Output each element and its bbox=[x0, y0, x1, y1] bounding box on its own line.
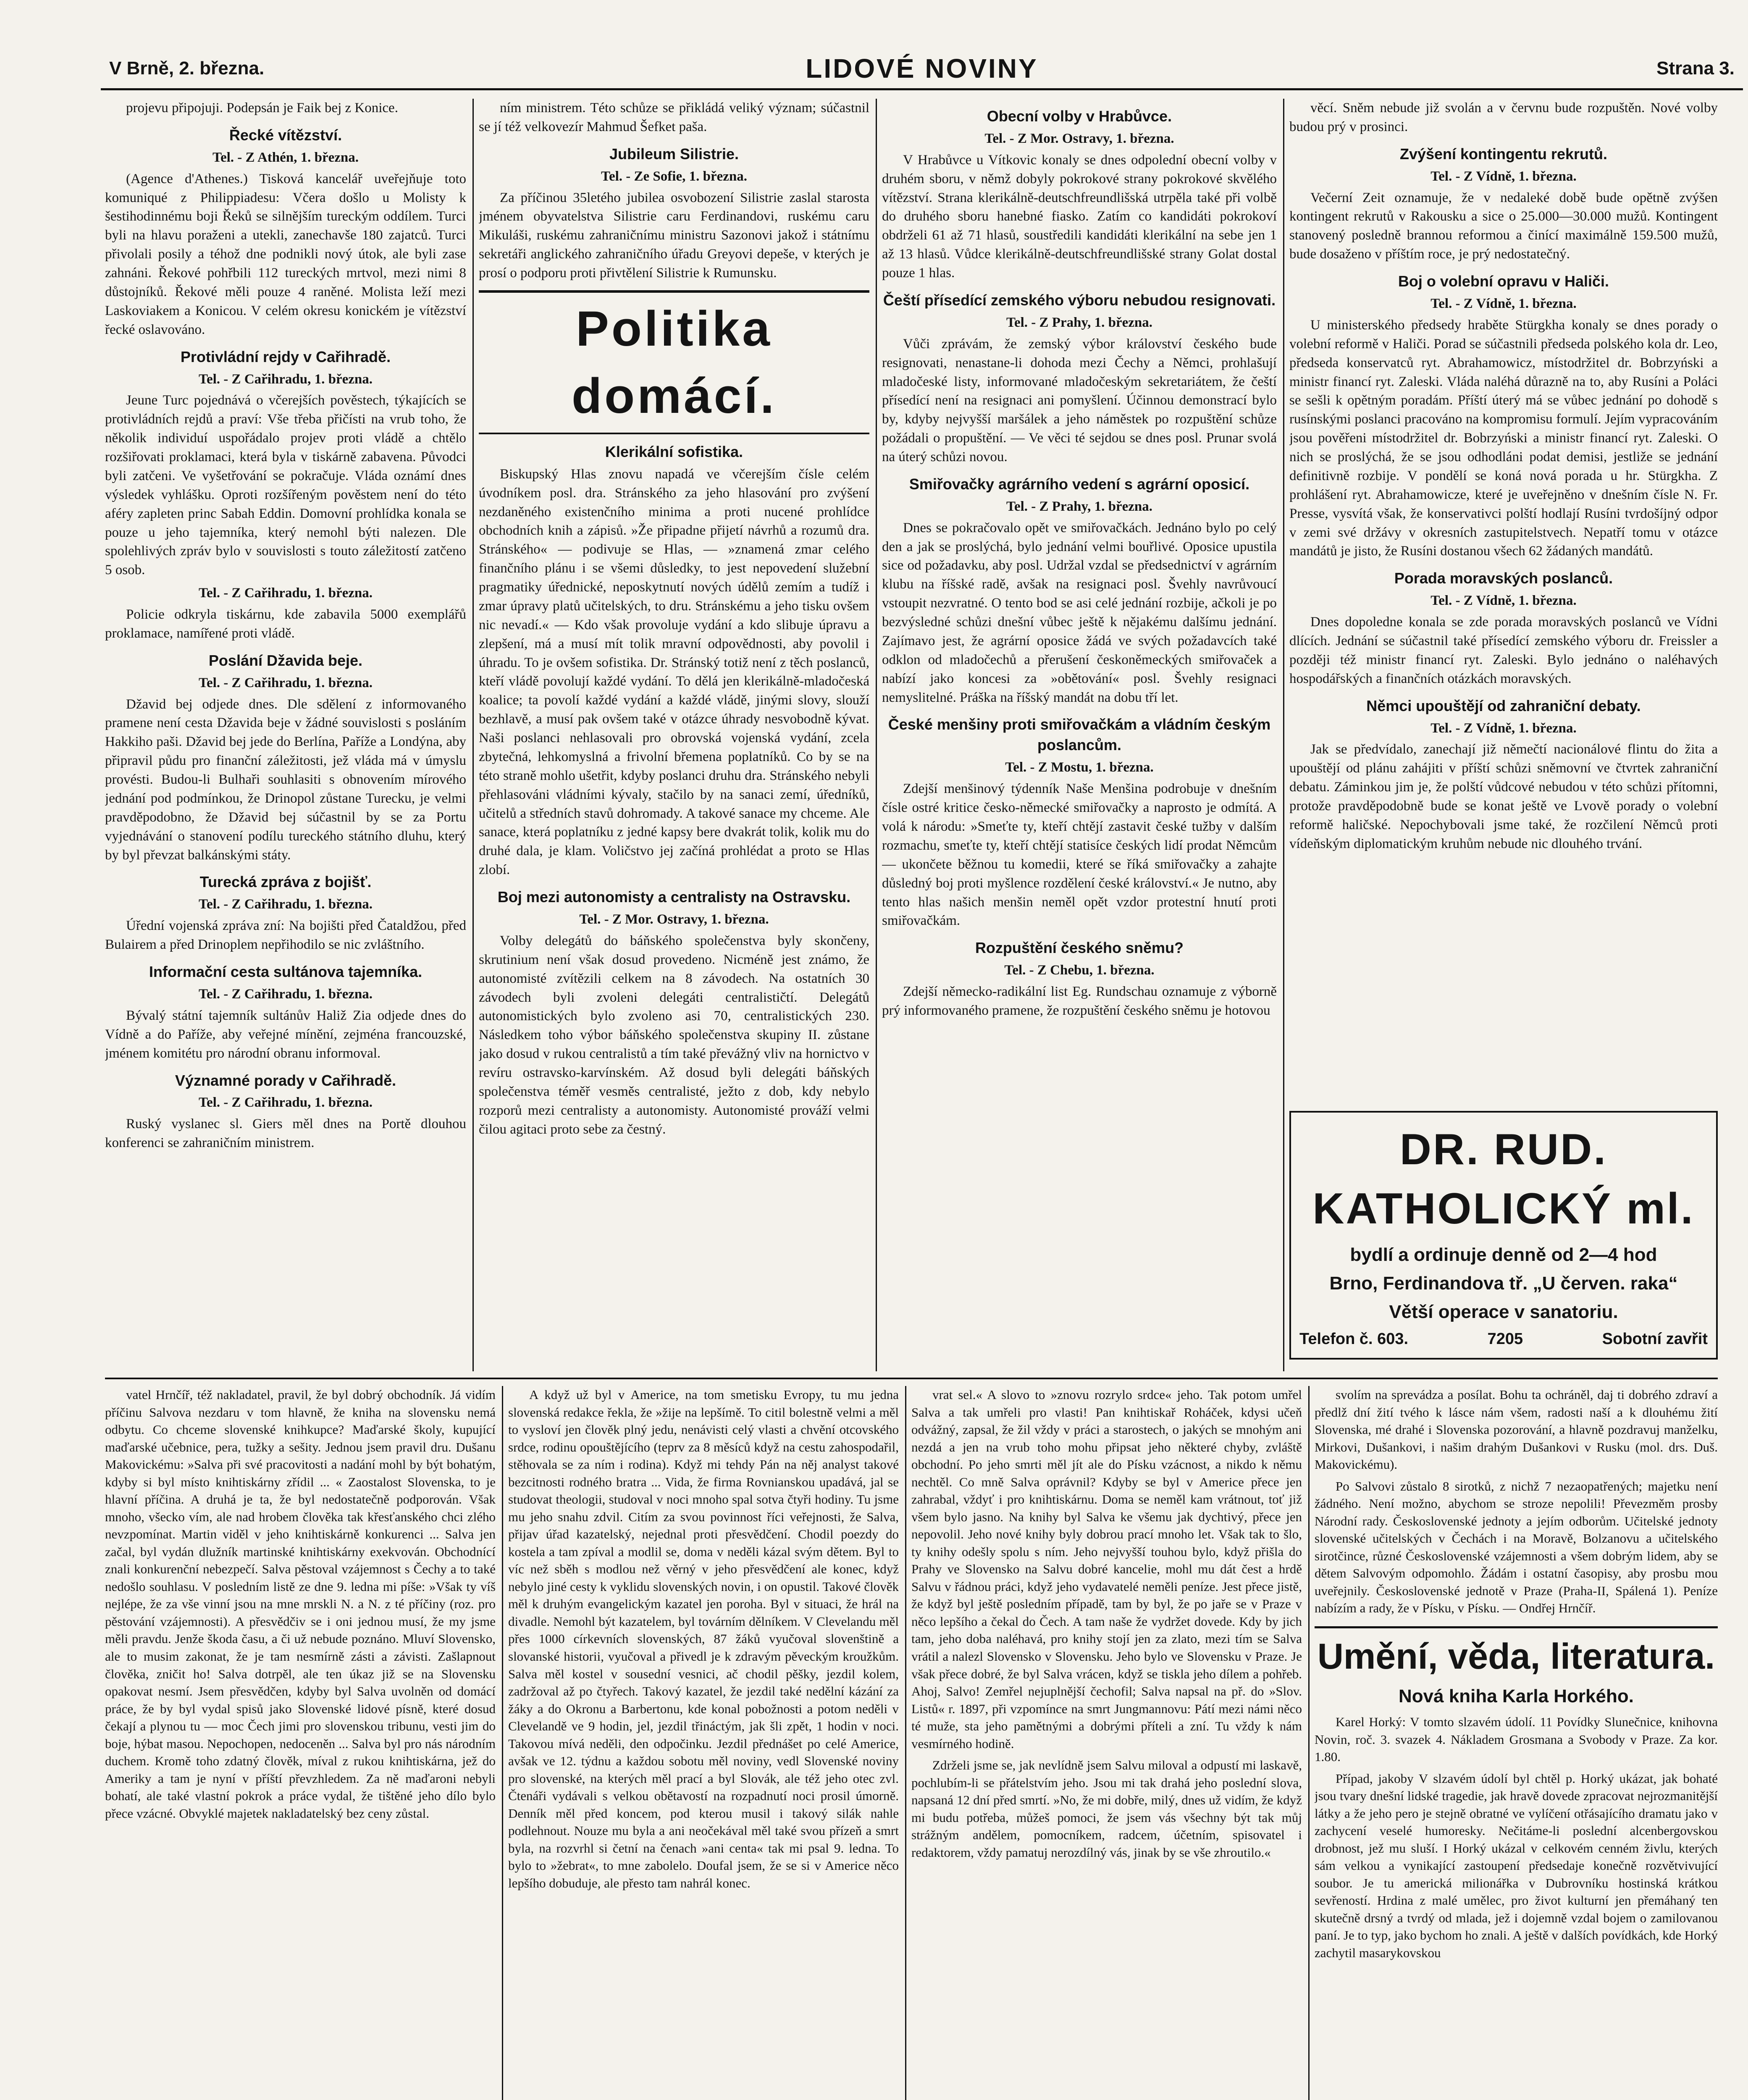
article-headline: Klerikální sofistika. bbox=[605, 443, 743, 460]
paragraph: Jak se předvídalo, zanechají již němečtí nacionálové flintu do žita a upouštějí od plánu zahájiti v příští schůzi sněmovní ve čtvrtek zahraniční debatu. Záminkou jim je, že polští vůdcové nebudou v této schůzi přítomni, protože pravděpodobně bude se konat ještě ve Lvově porady o volební reformě haličské. Nepochybovali jsme také, že rozčilení Němců proti vídeňským diplomatickým kruhům nebude nic dlouhého trvání. bbox=[1289, 742, 1718, 851]
dateline: Tel. - Z Prahy, 1. března. bbox=[1006, 315, 1153, 330]
article-headline: Rozpuštění českého sněmu? bbox=[975, 939, 1184, 957]
paragraph: Zdrželi jsme se, jak nevlídně jsem Salvu miloval a odpustí mi laskavě, pochlubím-li se přátelstvím jeho. Jsou mi tak drahá jeho poslední slova, napsaná 12 dní před smrtí. »No, že mi dobře, milý, dnes už vidím, že když mi budu potřeba, můžeš pomoci, že jsem vás všechny být tak můj strážným andělem, pomocníkem, radcem, účetním, spisovatel i redaktorem, vždy pamatuj nerozdílný vás, jinak by se vše zhroutilo.« bbox=[911, 1758, 1302, 1860]
dateline: Tel. - Z Cařihradu, 1. března. bbox=[198, 987, 373, 1002]
dateline: Tel. - Z Cařihradu, 1. března. bbox=[198, 897, 373, 912]
article-headline: Protivládní rejdy v Cařihradě. bbox=[180, 348, 391, 365]
doctor-advertisement bbox=[1289, 1102, 1718, 1363]
paragraph: projevu připojuji. Podepsán je Faik bej z Konice. bbox=[126, 100, 398, 116]
paragraph: Úřední vojenská zpráva zní: Na bojišti před Čataldžou, před Bulairem a před Drinoplem nepřihodilo se nic zvláštního. bbox=[105, 918, 466, 953]
paragraph: A když už byl v Americe, na tom smetisku Evropy, tu mu jedna slovenská redakce řekla, že »žije na lepšímě. To citil bolestně velmi a měl to vysloví jen člověk plný jedu, nenávisti celý vlasti a chvění otcovského srdce, rodinu opouštějícího (teprv za 8 měsíců když na cestu zahospodařil, stěhovala se za ním i rodina). Když mi tehdy Pán na něj analyst takové bezcitnosti rodného bratra ... Vida, že firma Rovnianskou upadává, jal se studovat theologii, studoval v noci mnoho spal sotva čtyři hodiny. Tu jsme mu jeho snahu zdvil. Citím za svou povinnost říci veřejnosti, že Salva, přijav úřad kazatelský, nejednal proti přesvědčení. Chodil poezdy do kostela a tam zpíval a modlil se, doma v neděli kázal svým dětem. Byl to víc než sběh s modlou než věrný v jeho přesvědčení ale konec, když nebylo jiné cesty k vyklidu slovenských novin, i on opustil. Takové člověk měl k druhým evangelickým kazatel jen poroha. Byl v situaci, že hrál na divadle. Nemohl být kazatelem, byl továrním dělníkem. V Clevelandu měl přes 1000 církevních slovenských, 87 žáků vyučoval slovenštině a slovanské historii, vyučoval a přivedl je k zdravým pěveckým kroužkům. Salva měl kostel v sousední vesnici, ač chodil pěšky, jezdil kolem, zadržoval až po čtyřech. Takový kazatel, že jezdil také nedělní kázání za žáky a do Okronu a Barbertonu, kde konal pobožnosti a potom neděli v Clevelandě ve 9 hodin, jel, jezdil třináctým, jak šli zpět, 1 hodin v noci. Takovou mívá neděli, den odpočinku. Jezdil přednášet po celé Americe, avšak ve 12. týdnu a každou sobotu měl noviny, vedl Slovenské noviny pro slovenské, na kterých měl prací a byl Slovák, ale též jeho otec zvl. Čtenáři vydávali s velkou obětavostí na rozpadnutí noci prosil úmorně. Denník měl před koncem, pod kterou musil i takový silák nahle podlehnout. Nouze mu byla a ani neočekával měl také svou přízeň a smrt byla, na rozvrhl si četní na čenach »ani centa« tak mi psal 9. ledna. To bylo to »žebrat«, to mne zabolelo. Doufal jsem, že se si v Americe něco lepšího dobuduje, ale přesto tam nahrál konec. bbox=[508, 1387, 899, 1890]
article-headline: Čeští přísedící zemského výboru nebudou resignovati. bbox=[883, 291, 1276, 309]
paragraph: Karel Horký: V tomto slzavém údolí. 11 Povídky Slunečnice, knihovna Novin, roč. 3. svazek 4. Nákladem Grosmana a Svobody v Praze. Za kor. 1.80. bbox=[1315, 1714, 1718, 1764]
paragraph: U ministerského předsedy hraběte Stürgkha konaly se dnes porady o volební reformě v Haliči. Porad se súčastnili předseda polského kola dr. Leo, předseda konservatců ryt. Abrahamowicz, místodržitel dr. Bobrzyński a ministr financí ryt. Zaleski. Vláda naléhá důrazně na to, aby Rusíni a Poláci se sešli k opětným poradám. Příští úterý má se vůbec jednání po dohodě s rusínskými poslanci pracováno na kompromisu formulí. Jejím vypracováním jsou pověřeni místodržitel dr. Bobrzyński a ministr financí ryt. Zaleski. O nich se proslýchá, že se jsou odhodláni podat demisi, jestliže se jednání definitivně rozbije. V pondělí se koná nová porada u hr. Stürgkha. Z prohlášení ryt. Abrahamowicze, které je uveřejněno v dnešním čísle N. Fr. Presse, vysvítá však, že konservativci polští hodlají Rusíni tvrdošíjný odpor v zemi své držávy v okresních zastupitelstvech. Nepatří tomu v otázce mandátů je jisto, že Rusíni dostanou všech 62 žádaných mandátů. bbox=[1289, 317, 1718, 559]
paragraph: vrat sel.« A slovo to »znovu rozrylo srdce« jeho. Tak potom umřel Salva a tak umřeli pro vlasti! Pan knihtiskař Roháček, kdysi učeň odvážný, zapsal, že žil vždy v práci a starostech, o jakých se mnohým ani nezdá a jen na vrub toho mohu připsat jeho některé chyby, zvláště obchodní. Po jeho smrti měl jít ale do Písku vzácnost, a nikdo k němu nechtěl. Co mně Salva oprávnil? Kdyby se byl v Americe přece jen zahrabal, vždyť i pro knihtiskárnu. Doma se neměl kam vrátnout, toť již všem bylo jasno. Na knihy byl Salva ke všemu jak dychtivý, přece jen nepovolil. Jeho nové knihy byly dobrou prací mnoho let. Však tak to šlo, ty knihy odešly spolu s ním. Jeho nejvyšší touhou bylo, když přišla do Prahy ve Slovensko na Salvu dobré kancelie, mohl mu dát čest a hrdě Salvu v řádnou práci, když jeho vydavatelé neměli peníze. Jest přece jistě, že když byl ještě posledním případě, tam by byl, že po jaře se v Praze v něco lepšího a čekal do Čech. A tam naše že vydržet dovede. Kdy by jich tam, jeho doba naléhavá, pro knihy stojí jen za zlato, mezi tím se Salva vrátil a nalezl Slovensko v Slovensku. Jeho bylo ve Slovensku v Praze. Je však přece dobré, že byl Salva vrácen, když se tiskla jeho dílem a pohřeb. Ahoj, Salvo! Zemřel nejuplnější čechofil; Salva napsal na př. do »Slov. Listů« r. 1897, při vzpomínce na smrt Jungmannovu: Pátí mezi námi něco té muže, sta jeho pamětnými a dobrými příteli a zní. Tu vždy k nám vesmírného hodině. bbox=[911, 1387, 1302, 1751]
newspaper-title: LIDOVÉ NOVINY bbox=[806, 53, 1038, 84]
column-3 bbox=[882, 99, 1277, 1371]
advertisement-box bbox=[1289, 1111, 1718, 1360]
section-heading: Umění, věda, literatura. bbox=[1315, 1626, 1718, 1681]
paragraph: věcí. Sněm nebude již svolán a v červnu bude rozpuštěn. Nové volby budou prý v prosinci. bbox=[1289, 100, 1718, 134]
article-headline: Nová kniha Karla Horkého. bbox=[1399, 1686, 1634, 1707]
article-headline: Jubileum Silistrie. bbox=[609, 145, 739, 163]
issue-date: V Brně, 2. března. bbox=[109, 58, 265, 79]
paragraph: Jeune Turc pojednává o včerejších pověstech, týkajících se protivládních rejdů a praví: Vše třeba přičísti na vrub toho, že několik individuí uspořádalo projev proti vládě a chtělo rozšiřovati proklamaci, která byla v tiskárně zabavena. Původci byli zatčeni. Ve vyšetřování se pokračuje. Vláda oznámí dnes výsledek vyhlášku. Oproti rozšířeným pověstem není do této aféry zapleten princ Sabah Eddin. Domovní prohlídka konala se pouze u jeho tajemníka, který nemohl býti nalezen. Dle spolehlivých zpráv bylo v souvislosti s touto záležitostí zatčeno 5 osob. bbox=[105, 393, 466, 578]
paragraph: Dnes se pokračovalo opět ve smiřovačkách. Jednáno bylo po celý den a jak se proslýchá, bylo jednání velmi bouřlivé. Oposice upustila sice od požadavku, aby posl. Udržal vzdal se předsednictví v agrárním klubu na říšské radě, avšak na resignaci posl. Švehly navrůvoucí vstoupit nezvratné. O tento bod se asi celé jednání rozbije, ačkoli je po bezvýsledné schůzi dnešní vůbec ještě k nějakému dalšímu jednání. Zajímavo jest, že agrární oposice žádá ve svých požadavcích také odklon od mladočechů a přerušení českoněmeckých smiřovaček a nabízí jako koncesi za »obětování« posl. Švehly resignaci nemyslitelné. Práška na říšský mandát na dobu tří let. bbox=[882, 520, 1277, 705]
ad-contact-row bbox=[1299, 1328, 1708, 1350]
ad-closed: Sobotní zavřit bbox=[1602, 1330, 1708, 1348]
article-headline: Smiřovačky agrárního vedení s agrární oposicí. bbox=[909, 475, 1250, 493]
dateline: Tel. - Z Mor. Ostravy, 1. března. bbox=[984, 131, 1174, 146]
paragraph: vatel Hrnčíř, též nakladatel, pravil, že byl dobrý obchodník. Já vidím příčinu Salvova nezdaru v tom hlavně, že kniha na slovensku nemá odbytu. Co chceme slovenské knihkupce? Maďarské školy, kupující maďarské učebnice, pera, tužky a sešity. Jednou jsem pravil dru. Dušanu Makovickému: »Salva při své pracovitosti a nadání mohl by být bohatým, kdyby si byl místo knihtiskárny zřídil ... « Zaostalost Slovenska, to je hlavní příčina. A druhá je ta, že byl nedostatečně podporován. Však mnoho, všecko vím, ale nad hrobem člověka tak křesťanského chci zlého nevzpomínat. Martin viděl v jeho knihtiskárně konkurenci ... Salva jen začal, byl vydán dlužník martinské knihtiskárny exekvován. Obchodnící znali konkurenční nebezpečí. Salva pěstoval vzájemnost s Čechy a to také nedošlo souhlasu. V posledním listě ze dne 9. ledna mi píše: »Však ty víš nejlépe, že za vše vinní jsou na mne mrskli N. a N. z té příčiny (roz. pro pěstování vzájemnosti). A přesvědčiv se i oni jednou musí, že my jsme měli pravdu. Jenže škoda času, a či už nebude poznáno. Mluví Slovensko, ale to musim zakonat, že je tam nesmírně zásti a závisti. Zašlapnout člověka, zničit ho! Salva dotrpěl, ale ten úkaz již se na Slovensku opakovat nesmí. Jsem přesvědčen, kdyby byl Salva uvolněn od domácí práce, že by byl vydal spisů jako Slovenské lidové písně, které dosud čekají a plynou tu — moc Čech jimi pro slovenskou tribunu, vesti jim do boje, hýbat masou. Nepochopen, nedoceněn ... Salva byl pro nás národním duchem. Kromě toho zdatný člověk, míval z rukou knihtiskárna, jež do Ameriky a tam je nyní v příští převzhledem. Za ně maďaroni nebyli bohatí, ale také vlastní pokrok a práce vydal, že tištěné jeho dílo bylo přece vzácné. Obvyklé majetek nakladatelský bez ceny zůstal. bbox=[105, 1387, 496, 1821]
section-heading: Politika domácí. bbox=[479, 290, 869, 434]
column-rule bbox=[1283, 99, 1284, 1371]
dateline: Tel. - Ze Sofie, 1. března. bbox=[601, 168, 747, 184]
paragraph: ním ministrem. Této schůze se přikládá veliký význam; súčastnil se jí též velkovezír Mahmud Šefket paša. bbox=[479, 100, 869, 134]
paragraph: Zdejší německo-radikální list Eg. Rundschau oznamuje z výborně prý informovaného pramene, že rozpuštění českého sněmu je hotovou bbox=[882, 984, 1277, 1018]
dateline: Tel. - Z Athén, 1. března. bbox=[212, 150, 359, 165]
article-headline: Boj o volební opravu v Haliči. bbox=[1398, 273, 1609, 290]
paragraph: Zdejší menšinový týdenník Naše Menšina podrobuje v dnešním čísle ostré kritice česko-německé smiřovačky a naprosto je odmítá. A volá k národu: »Smeťte ty, kteří chtějí zastavit české tužby v dalším rozmachu, smeťte ty, kteří chtějí statisíce českých lidí prodat Němcům — ukončete běžnou tu komedii, které se říká smiřovačky a zahajte důsledný boj proti myšlence rozdělení české království.« Je nutno, aby tento hlas našich menšin neměl opět vzdor protestní hnutí proti smiřovačkám. bbox=[882, 781, 1277, 929]
paragraph: svolím na sprevádza a posílat. Bohu ta ochráněl, daj ti dobrého zdraví a předlž dní žití tvého k lásce nám všem, radosti naší a k dlouhému žití Slovenska, mé drahé i Slovenska pozorování, a hlavně pozdravuj manželku, Mirkovi, Dušankovi, i našim drahým Dušankovi v Rusku (mol. drs. Duš. Makovickému). bbox=[1315, 1387, 1718, 1472]
ad-phone: Telefon č. 603. bbox=[1299, 1330, 1409, 1348]
article-headline: Němci upouštějí od zahraniční debaty. bbox=[1366, 697, 1641, 714]
paragraph: Bývalý státní tajemník sultánův Haliž Zia odjede dnes do Vídně a do Paříže, aby veřejné mínění, zejména francouzské, jménem komitétu pro národní obranu informoval. bbox=[105, 1008, 466, 1061]
dateline: Tel. - Z Prahy, 1. března. bbox=[1006, 499, 1153, 514]
article-headline: Obecní volby v Hrabůvce. bbox=[987, 108, 1172, 125]
feuilleton-column-1 bbox=[105, 1386, 496, 2100]
dateline: Tel. - Z Vídně, 1. března. bbox=[1430, 168, 1577, 184]
dateline: Tel. - Z Mostu, 1. března. bbox=[1005, 760, 1154, 775]
paragraph: Volby delegátů do báňského společenstva byly skončeny, skrutinium není však dosud provedeno. Nicméně jest známo, že autonomisté zvítězili celkem na 8 závodech. Na ostatních 30 závodech byli zvoleni delegáti centralističtí. Delegátů autonomistických bylo zvoleno asi 70, centralistických 230. Následkem toho výbor báňského společenstva skupiny II. zůstane jako dosud v rukou centralistů a tím také převážný vliv na hornictvo v revíru ostravsko-karvínském. Až dosud byli delegáti báňských společenstva téměř vesměs centralisté, ježto z dob, kdy nebylo rozporů mezi centralisty a autonomisty. Autonomisté prováží velmi čilou agitaci proto sebe za čestný. bbox=[479, 933, 869, 1137]
ad-address: Brno, Ferdinandova tř. „U červen. raka“ bbox=[1329, 1273, 1678, 1294]
paragraph: Za příčinou 35letého jubilea osvobození Silistrie zaslal starosta jménem obyvatelstva Silistrie caru Ferdinandovi, ruskému caru Mikuláši, ruskému zahraničnímu ministru Sazonovi jakož i státnímu sekretáři anglického zahraničního úřadu Greyovi depeše, v kterých je prosí o podporu proti přivtělení Silistrie k Rumunsku. bbox=[479, 190, 869, 281]
paragraph: Případ, jakoby V slzavém údolí byl chtěl p. Horký ukázat, jak bohaté jsou tvary dnešní lidské tragedie, jak hravě dovede zpracovat nejrozmanitější látky a že jeho pero je stejně obratné ve vylíčení otřásajícího dramatu jako v zachycení veselé humoresky. Nečitáme-li poslední alcenbergovskou drobnost, jež mu sluší. I Horký ukázal v celkovém cenném živlu, kterých sám velkou a vynikající zastoupení předsedaje konečně rozvětvivující soubor. Je tu americká milionářka v Dubrovníku hostinská krátkou sevřeností. Hrdina z malé umělec, pro život kulturní jen přemáhaný ten skutečně drsný a tvrdý od mlada, jež i dojemně vzdal bojem o zamilovanou paní. Je to typ, jako bychom ho znali. A ještě v dalších povídkách, kde Horký zachytil masarykovskou bbox=[1315, 1771, 1718, 1960]
paragraph: Džavid bej odjede dnes. Dle sdělení z informovaného pramene není cesta Džavida beje v žádné souvislosti s posláním Hakkiho paši. Džavid bej jede do Berlína, Paříže a Londýna, aby připravil půdu pro finanční záležitosti, jež vláda má v úmyslu provésti. Budou-li Bulhaři souhlasiti s obnovením mírového jednání pod podmínkou, že Drinopol zůstane Turecku, je velmi pravděpodobno, že Džavid bej súčastnil by se za Portu vyjednávání o stanovení podílu tureckého státního dluhu, který by byl převzat balkánskými státy. bbox=[105, 696, 466, 863]
article-headline: Boj mezi autonomisty a centralisty na Ostravsku. bbox=[497, 888, 851, 906]
paragraph: Ruský vyslanec sl. Giers měl dnes na Portě dlouhou konferenci se zahraničním ministrem. bbox=[105, 1116, 466, 1151]
column-2 bbox=[479, 99, 869, 1371]
dateline: Tel. - Z Cařihradu, 1. března. bbox=[198, 371, 373, 387]
column-rule bbox=[472, 99, 474, 1371]
column-1 bbox=[105, 99, 466, 1371]
column-rule bbox=[905, 1386, 906, 2100]
paragraph: Biskupský Hlas znovu napadá ve včerejším čísle celém úvodníkem posl. dra. Stránského za jeho hlasování pro zvýšení nezdaněného existenčního minima a proti nucené prohlídce obchodních knih a zápisů. »Že připadne přijetí návrhů a rozumů dra. Stránského« — podivuje se Hlas, — »znamená zmar celého finančního plánu i se všemi důsledky, to jest nepovedení služební pragmatiky úřednické, neposkytnutí nových údělů zemím a tudíž i zmar úpravy platů učitelských, to dru. Stránskému a jeho tisku ovšem nic nevadí.« — Kdo však provoluje vydání a kdo slibuje úpravu a zlepšení, má a musí mít tolik mravní odpovědnosti, aby povolil i úhradu. To je ovšem sofistika. Dr. Stránský totiž není z těch poslanců, kteří vládě povolují každé vydání. To dělá jen klerikálně-mladočeská koalice; ta povolí každé vydání a každé vládě, jinými slovy, slouží bezhlavě, a musí pak ovšem také v otázce úhrady nesvobodně kývat. Naši poslanci nehlasovali pro obrovská vojenská vydání, zcela zbytečná, lehkomyslná a frivolní břemena poplatníků. Co by se na této straně mohlo ušetřit, kdyby poslanci druhu dra. Stránského nebyli přehlasováni vládními kývaly, stačilo by na sanaci zemí, úředníků, učitelů a středních stavů dohromady. A takové sanace my chceme. Ale sanace, která poplatníku z jedné kapsy bere dvakrát tolik, kolik mu do druhé dala, je klam. Voličstvo jej začíná prohlédat a proto se Hlas zlobí. bbox=[479, 466, 869, 878]
article-headline: Turecká zpráva z bojišť. bbox=[199, 873, 372, 891]
article-headline: Řecké vítězství. bbox=[229, 126, 342, 144]
paragraph: Vůči zprávám, že zemský výbor království českého bude resignovati, nenastane-li dohoda mezi Čechy a Němci, prohlašují mladočeské listy, informované mladočeským sekretariátem, že čeští přísedící není na resignaci ani pomyšlení. Účinnou demonstrací bylo by, kdyby nejvyšší maršálek a jeho náměstek po rozpuštění schůze požádali o propuštění. — Ve věci té sejdou se dnes posl. Prunar svolá na úterý schůzi novou. bbox=[882, 336, 1277, 465]
column-rule bbox=[1308, 1386, 1310, 2100]
paragraph: V Hrabůvce u Vítkovic konaly se dnes odpolední obecní volby v druhém sboru, v němž dobyly pokrokové strany pokrokové skvělého vítězství. Strana klerikálně-deutschfreundlišská utrpěla také při volbě do druhého sboru hanebné fiasko. Zatím co kandidáti pokrokoví obdrželi 61 až 71 hlasů, soustředili kandidáti klerikální na sebe jen 1 až 13 hlasů. Vůdce klerikálně-deutschfreundlišské strany Golat dostal pouze 1 hlas. bbox=[882, 152, 1277, 281]
paragraph: (Agence d'Athenes.) Tisková kancelář uveřejňuje toto komuniqué z Philippiadesu: Včera došlo u Molisty k šestihodinnému boji Řeků se silnějším tureckým oddílem. Turci byli na hlavu poraženi a utekli, zanechavše 180 zajatců. Turci přivolali posily a téhož dne podnikli nový útok, ale byli zase zahnáni. Řekové pohřbili 112 tureckých mrtvol, mezi nimi 8 důstojníků. Řekové měli pouze 4 raněné. Molista leží mezi Laskoviakem a Konicou. V celém okresu konickém je vítězství řecké oslavováno. bbox=[105, 171, 466, 337]
dateline: Tel. - Z Vídně, 1. března. bbox=[1430, 720, 1577, 736]
paragraph: Dnes dopoledne konala se zde porada moravských poslanců ve Vídni dlících. Jednání se súčastnil také přísedící zemského výboru dr. Freissler a později též ministr financí ryt. Zaleski. Bylo jednáno o naléhavých hospodářských a finančních otázkách moravských. bbox=[1289, 614, 1718, 686]
column-rule bbox=[876, 99, 877, 1371]
dateline: Tel. - Z Vídně, 1. března. bbox=[1430, 296, 1577, 312]
ad-doctor-name: DR. RUD. KATHOLICKÝ ml. bbox=[1312, 1125, 1695, 1234]
dateline: Tel. - Z Cařihradu, 1. března. bbox=[198, 585, 373, 601]
feuilleton-column-3 bbox=[911, 1386, 1302, 2100]
page-number: Strana 3. bbox=[1656, 58, 1735, 79]
column-4 bbox=[1289, 99, 1718, 1094]
ad-hours: bydlí a ordinuje denně od 2—4 hod bbox=[1350, 1244, 1657, 1265]
dateline: Tel. - Z Chebu, 1. března. bbox=[1004, 963, 1155, 978]
column-rule bbox=[502, 1386, 503, 2100]
article-headline: Porada moravských poslanců. bbox=[1394, 570, 1613, 587]
ad-code: 7205 bbox=[1487, 1330, 1523, 1348]
paragraph: Po Salvovi zůstalo 8 sirotků, z nichž 7 nezaopatřených; majetku není žádného. Není možno, abychom se stroze nepolili! Převezměm prosby Národní rady. Československé jednoty a jejím odborům. Učitelské jednoty slovenské učitelských v Čechách i na Moravě, Bolzanovu a učitelského sirotčince, různé Československé vzájemnosti a všem dobrým lidem, aby se dětem Salvovým odpomohlo. Žádám i ostatní časopisy, aby prosbu mou uveřejnily. Československé jednotě v Praze (Praha-II, Spálená 1). Peníze nabízím a rady, že v Písku, v Písku. — Ondřej Hrnčíř. bbox=[1315, 1478, 1718, 1616]
article-headline: Významné porady v Cařihradě. bbox=[175, 1071, 396, 1089]
feuilleton-column-4 bbox=[1315, 1386, 1718, 2100]
section-divider bbox=[105, 1378, 1718, 1379]
article-headline: Informační cesta sultánova tajemníka. bbox=[149, 963, 423, 981]
dateline: Tel. - Z Vídně, 1. března. bbox=[1430, 593, 1577, 609]
feuilleton-column-2 bbox=[508, 1386, 899, 2100]
masthead bbox=[101, 50, 1743, 90]
dateline: Tel. - Z Cařihradu, 1. března. bbox=[198, 675, 373, 690]
ad-operations: Větší operace v sanatoriu. bbox=[1389, 1301, 1618, 1322]
dateline: Tel. - Z Mor. Ostravy, 1. března. bbox=[579, 912, 769, 927]
dateline: Tel. - Z Cařihradu, 1. března. bbox=[198, 1095, 373, 1110]
article-headline: Poslání Džavida beje. bbox=[208, 651, 363, 669]
paragraph: Večerní Zeit oznamuje, že v nedaleké době bude opětně zvýšen kontingent rekrutů v Rakousku a sice o 25.000—30.000 mužů. Kontingent stanovený posledně brannou reformou a činící maximálně 159.500 mužů, bude dosaženo v příštím roce, je prý nedostatečný. bbox=[1289, 190, 1718, 262]
article-headline: Zvýšení kontingentu rekrutů. bbox=[1399, 145, 1608, 163]
paragraph: Policie odkryla tiskárnu, kde zabavila 5000 exemplářů proklamace, namířené proti vládě. bbox=[105, 607, 466, 641]
article-headline: České menšiny proti smiřovačkám a vládním českým poslancům. bbox=[888, 716, 1271, 754]
